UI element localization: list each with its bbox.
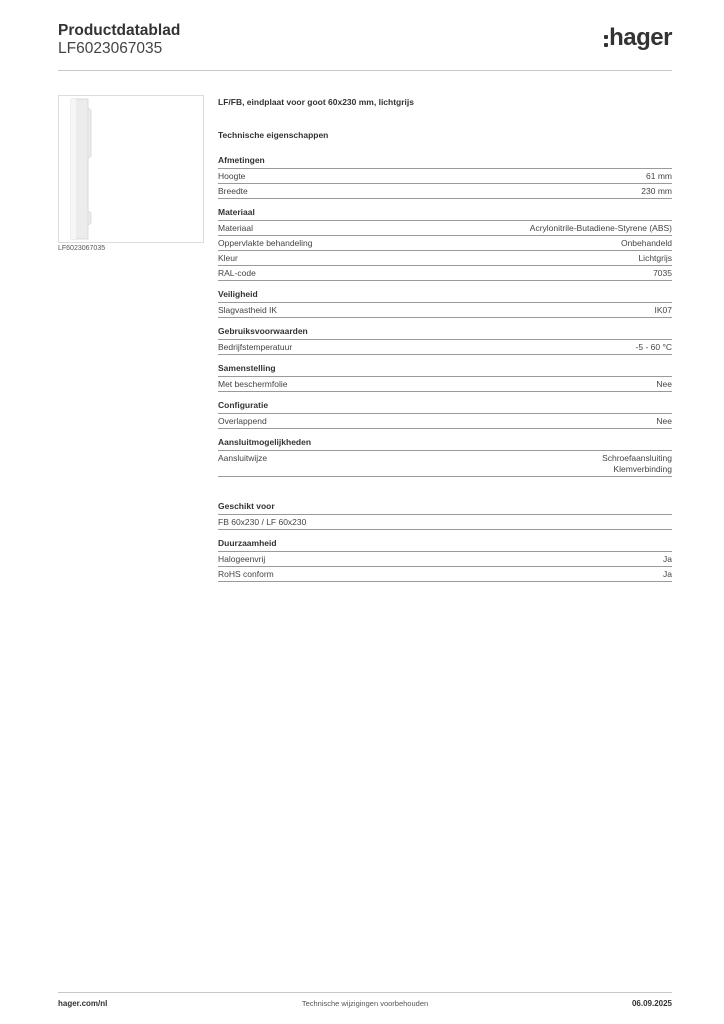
spec-value [638, 253, 672, 264]
spec-section [218, 207, 672, 281]
spec-section [218, 400, 672, 429]
spec-value [636, 342, 672, 353]
spec-content [218, 97, 672, 590]
spec-row [218, 184, 672, 199]
spec-value-line: 7035 [653, 268, 672, 278]
spec-value-line: 61 mm [646, 171, 672, 181]
spec-row [218, 515, 672, 530]
page-header [58, 22, 672, 71]
spec-label: Materiaal [218, 223, 253, 233]
spec-value [621, 238, 672, 249]
product-code: LF6023067035 [58, 40, 163, 57]
spec-value-line: Ja [663, 569, 672, 579]
spec-label: FB 60x230 / LF 60x230 [218, 517, 307, 527]
spec-section [218, 326, 672, 355]
spec-value [656, 416, 672, 427]
product-image [58, 95, 204, 243]
spec-value [655, 305, 673, 316]
spec-value [646, 171, 672, 182]
spec-section-heading: Veiligheid [218, 289, 672, 303]
spec-label: Bedrijfstemperatuur [218, 342, 293, 352]
spec-value-line: Acrylonitrile-Butadiene-Styrene (ABS) [529, 223, 672, 233]
product-image-icon [59, 96, 203, 242]
footer-date: 06.09.2025 [631, 999, 672, 1008]
spec-label: Kleur [218, 253, 238, 263]
spec-row [218, 552, 672, 567]
spec-value-line: Onbehandeld [620, 238, 672, 248]
spec-row [218, 221, 672, 236]
logo-text: hager [609, 24, 672, 51]
spec-section-heading: Gebruiksvoorwaarden [218, 326, 672, 340]
spec-section [218, 289, 672, 318]
spec-row [218, 266, 672, 281]
spec-label: Breedte [218, 186, 248, 196]
spec-row [218, 251, 672, 266]
hager-logo [604, 26, 672, 50]
spec-value [656, 379, 672, 390]
spec-section-heading: Configuratie [218, 400, 672, 414]
spec-section-heading: Duurzaamheid [218, 538, 672, 552]
spec-section [218, 437, 672, 477]
product-title: LF/FB, eindplaat voor goot 60x230 mm, lichtgrijs [218, 97, 415, 107]
image-caption: LF6023067035 [58, 245, 106, 252]
spec-value [653, 268, 672, 279]
spec-section-heading: Afmetingen [218, 155, 672, 169]
spec-value-line: Nee [656, 379, 672, 389]
section-title: Technische eigenschappen [218, 130, 329, 140]
spec-value-line: Klemverbinding [613, 464, 672, 474]
spec-value [602, 453, 672, 475]
spec-value-line: Nee [656, 416, 672, 426]
spec-section-heading: Aansluitmogelijkheden [218, 437, 672, 451]
document-title: Productdatablad [58, 22, 181, 39]
logo-dots-icon [604, 35, 608, 47]
spec-row [218, 451, 672, 477]
spec-row [218, 377, 672, 392]
spec-row [218, 414, 672, 429]
spec-section-heading: Samenstelling [218, 363, 672, 377]
section-gap [218, 485, 672, 501]
spec-value-line: Schroefaansluiting [602, 453, 672, 463]
spec-label: RoHS conform [218, 569, 274, 579]
spec-section [218, 538, 672, 582]
spec-value-line: -5 - 60 °C [635, 342, 672, 352]
footer-notice: Technische wijzigingen voorbehouden [301, 999, 429, 1008]
spec-value-line: Ja [663, 554, 672, 564]
spec-label: Halogeenvrij [218, 554, 266, 564]
spec-row [218, 169, 672, 184]
spec-section-heading: Materiaal [218, 207, 672, 221]
spec-label: Aansluitwijze [218, 453, 268, 463]
spec-row [218, 340, 672, 355]
page-footer [58, 992, 672, 1013]
spec-section-heading: Geschikt voor [218, 501, 672, 515]
spec-row [218, 303, 672, 318]
spec-value-line: 230 mm [641, 186, 672, 196]
spec-sections [218, 155, 672, 582]
spec-section [218, 155, 672, 199]
spec-label: Hoogte [218, 171, 246, 181]
spec-label: Met beschermfolie [218, 379, 288, 389]
spec-value [663, 569, 672, 580]
spec-row [218, 567, 672, 582]
footer-website: hager.com/nl [58, 999, 108, 1008]
spec-section [218, 501, 672, 530]
spec-value [663, 554, 672, 565]
spec-label: Oppervlakte behandeling [218, 238, 313, 248]
spec-value-line: Lichtgrijs [638, 253, 672, 263]
spec-value [530, 223, 672, 234]
spec-section [218, 363, 672, 392]
spec-value-line: IK07 [654, 305, 672, 315]
spec-value [641, 186, 672, 197]
spec-row [218, 236, 672, 251]
spec-label: RAL-code [218, 268, 256, 278]
spec-label: Slagvastheid IK [218, 305, 278, 315]
spec-label: Overlappend [218, 416, 267, 426]
